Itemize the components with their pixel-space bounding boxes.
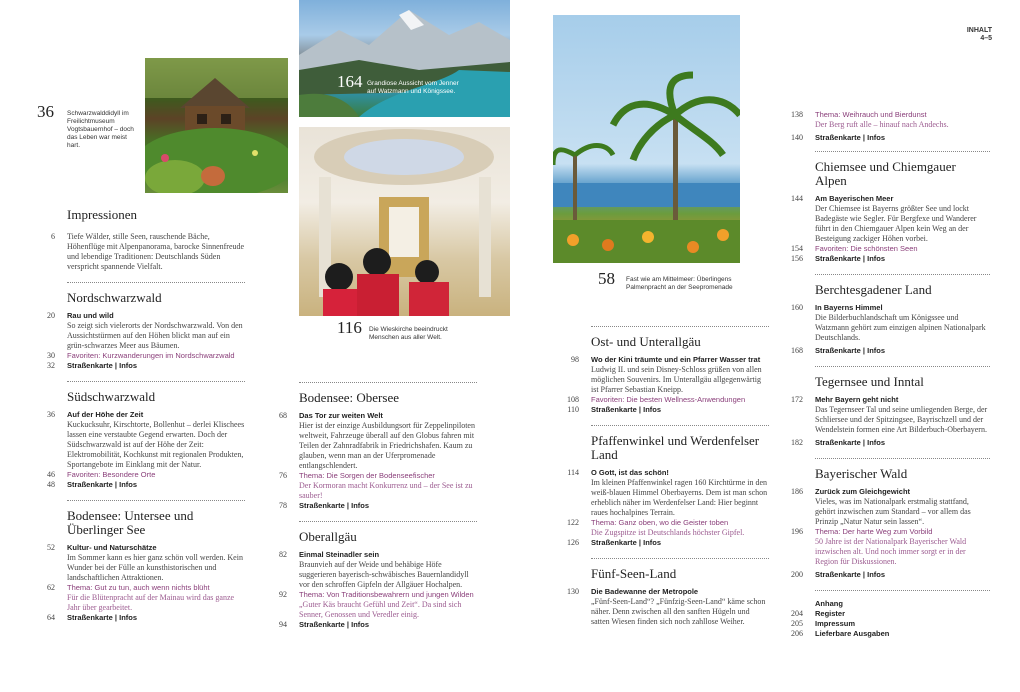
section-title: Bayerischer Wald [815, 466, 908, 481]
entry-thema-text: Der Berg ruft alle – hinauf nach Andechs. [815, 120, 949, 129]
photo-caption-164: Grandiose Aussicht vom Jenner auf Watzmann und Königssee. [367, 80, 459, 95]
entry-text: Braunvieh auf der Weide und behäbige Höfe suggerieren bayerisch-schwäbisches Bauernlandidyll vor den schroffen Gipfeln der Allgäuer Hochalpen. [299, 560, 469, 589]
page-number: 160 [791, 303, 803, 312]
page-number: 126 [567, 538, 579, 547]
entry-favoriten[interactable]: Favoriten: Die schönsten Seen [815, 244, 918, 253]
page-number: 204 [791, 609, 803, 618]
page-number: 82 [279, 550, 287, 559]
section-title: Anhang [815, 599, 843, 608]
section-title: Berchtesgadener Land [815, 282, 932, 297]
entry-thema[interactable]: Thema: Gut zu tun, auch wenn nichts blüht [67, 583, 210, 592]
header-title: INHALT [966, 27, 992, 34]
entry-favoriten[interactable]: Favoriten: Die besten Wellness-Anwendungen [591, 395, 746, 404]
page-number: 154 [791, 244, 803, 253]
section-title: Pfaffenwinkel und Werdenfelser Land [591, 433, 760, 462]
entry-thema[interactable]: Thema: Ganz oben, wo die Geister toben [591, 518, 729, 527]
section-title: Nordschwarzwald [67, 290, 162, 305]
entry-impressum[interactable]: Impressum [815, 619, 856, 628]
page-number: 140 [791, 133, 803, 142]
page-number: 6 [51, 232, 55, 241]
section-suedschwarzwald [47, 389, 245, 490]
page-number: 64 [47, 613, 55, 622]
section-pfaffenwinkel [567, 433, 769, 548]
section-title: Impressionen [67, 207, 138, 222]
entry-thema-text: Der Kormoran macht Konkurrenz und – der See ist zu sauber! [299, 481, 473, 500]
photo-caption-36: Schwarzwalddidyll im Freilichtmuseum Vogtsbauernhof – doch das Leben war meist hart. [67, 110, 134, 149]
section-anhang [791, 599, 990, 639]
section-bodensee-obersee [279, 390, 477, 511]
page-number: 138 [791, 110, 803, 119]
page-number: 186 [791, 487, 803, 496]
section-title: Bodensee: Untersee und Überlinger See [67, 508, 194, 537]
page-number: 130 [567, 587, 579, 596]
entry-favoriten[interactable]: Favoriten: Besondere Orte [67, 470, 156, 479]
photo-num-116: 116 [337, 318, 362, 337]
entry-thema[interactable]: Thema: Von Traditionsbewahrern und jungen Wilden [299, 590, 474, 599]
entry-map[interactable]: Straßenkarte | Infos [67, 613, 138, 622]
section-title: Bodensee: Obersee [299, 390, 399, 405]
page-number: 108 [567, 395, 579, 404]
entry-heading[interactable]: Mehr Bayern geht nicht [815, 395, 899, 404]
entry-map[interactable]: Straßenkarte | Infos [67, 361, 138, 370]
entry-thema[interactable]: Thema: Weihrauch und Bierdunst [815, 110, 927, 119]
entry-map[interactable]: Straßenkarte | Infos [815, 133, 886, 142]
section-title: Tegernsee und Inntal [815, 374, 924, 389]
page-number: 92 [279, 590, 287, 599]
entry-heading[interactable]: Rau und wild [67, 311, 114, 320]
page-number: 196 [791, 527, 803, 536]
page-number: 20 [47, 311, 55, 320]
entry-text: Im Sommer kann es hier ganz schön voll werden. Kein Wunder bei der Fülle an kunsthistorischen und landschaftlichen Attraktionen. [67, 553, 243, 582]
column-1 [47, 207, 245, 633]
entry-map[interactable]: Straßenkarte | Infos [299, 620, 370, 629]
entry-heading[interactable]: Die Badewanne der Metropole [591, 587, 699, 596]
section-chiemsee [791, 159, 990, 264]
page-number: 32 [47, 361, 55, 370]
section-nordschwarzwald [47, 290, 245, 371]
entry-heading[interactable]: Das Tor zur weiten Welt [299, 411, 383, 420]
section-tegernsee [791, 374, 990, 448]
photo-caption-58: Fast wie am Mittelmeer: Überlingens Palmenpracht an der Seepromenade [626, 276, 733, 291]
entry-text: Ludwig II. und sein Disney-Schloss grüßen von allen möglichen Souvenirs. Im Unterallgäu allgegenwärtig ist Pfarrer Sebastian Kneipp. [591, 365, 762, 394]
section-ostallgaeu [567, 334, 769, 415]
entry-map[interactable]: Straßenkarte | Infos [815, 570, 886, 579]
page-header [967, 27, 992, 43]
entry-map[interactable]: Straßenkarte | Infos [591, 405, 662, 414]
page-number: 172 [791, 395, 803, 404]
column-4 [791, 110, 990, 649]
section-berchtesgaden [791, 282, 990, 356]
photo-koenigssee [299, 0, 510, 117]
entry-text: „Fünf-Seen-Land“? „Fünfzig-Seen-Land“ käme schon näher. Denn zwischen all den sanften Hügeln und satten Wiesen finden sich noch zahllose Weiher. [591, 597, 766, 626]
section-title: Chiemsee und Chiemgauer Alpen [815, 159, 956, 188]
section-bodensee-untersee [47, 508, 245, 623]
entry-map[interactable]: Straßenkarte | Infos [591, 538, 662, 547]
photo-num-58: 58 [598, 269, 615, 288]
photo-ueberlingen [553, 15, 740, 263]
page-number: 76 [279, 471, 287, 480]
photo-schwarzwald [145, 58, 288, 193]
entry-text: Vieles, was im Nationalpark erstmalig stattfand, gehört inzwischen zum Standard – vor allem das Prinzip „Natur Natur sein lassen“. [815, 497, 971, 526]
entry-heading[interactable]: Einmal Steinadler sein [299, 550, 380, 559]
page-number: 46 [47, 470, 55, 479]
entry-text: Das Tegernseer Tal und seine umliegenden Berge, der Schliersee und der Spitzingsee, Bayrischzell und der Wendelstein formen eine Art Bilderbuch-Oberbayern. [815, 405, 988, 434]
page-number: 110 [567, 405, 579, 414]
entry-heading[interactable]: Am Bayerischen Meer [815, 194, 894, 203]
entry-thema-text: „Guter Käs braucht Gefühl und Zeit“. Da sind sich Senner, Genossen und Veredler einig. [299, 600, 462, 619]
photo-num-164: 164 [337, 72, 363, 91]
entry-map[interactable]: Straßenkarte | Infos [299, 501, 370, 510]
page-number: 48 [47, 480, 55, 489]
page-number: 122 [567, 518, 579, 527]
entry-heading[interactable]: Zurück zum Gleichgewicht [815, 487, 911, 496]
photo-wieskirche [299, 127, 510, 316]
entry-map[interactable]: Straßenkarte | Infos [67, 480, 138, 489]
entry-text: Die Bilderbuchlandschaft um Königssee und Watzmann gehört zum einzigen alpinen Nationalpark Deutschlands. [815, 313, 986, 342]
entry-ausgaben[interactable]: Lieferbare Ausgaben [815, 629, 890, 638]
entry-register[interactable]: Register [815, 609, 846, 618]
entry-heading[interactable]: In Bayerns Himmel [815, 303, 883, 312]
page-number: 94 [279, 620, 287, 629]
section-bayerischer-wald [791, 466, 990, 580]
photo-caption-116: Die Wieskirche beeindruckt Menschen aus aller Welt. [369, 326, 448, 341]
page-number: 182 [791, 438, 803, 447]
page-number: 144 [791, 194, 803, 203]
entry-map[interactable]: Straßenkarte | Infos [815, 254, 886, 263]
entry-favoriten[interactable]: Favoriten: Kurzwanderungen im Nordschwarzwald [67, 351, 235, 360]
entry-text: Im kleinen Pfaffenwinkel ragen 160 Kirchtürme in den weiß-blauen Himmel Oberbayerns. Dem ist man schon erheblich näher im Werdenfelser Land: Hier beginnt raues hochalpines Terrain. [591, 478, 768, 517]
entry-text: Der Chiemsee ist Bayerns größter See und lockt Badegäste wie Segler. Für Bergfexe und Wanderer führt in den Chiemgauer Alpen kein Weg an der Besteigung zackiger Höhen vorbei. [815, 204, 977, 243]
page-number: 62 [47, 583, 55, 592]
entry-thema-text: 50 Jahre ist der Nationalpark Bayerischer Wald inzwischen alt. Und noch immer sorgt er in der Region für Diskussionen. [815, 537, 967, 566]
section-title: Fünf-Seen-Land [591, 566, 677, 581]
entry-map[interactable]: Straßenkarte | Infos [815, 346, 886, 355]
section-fuenf-seen-land [567, 566, 769, 627]
section-oberallgaeu [279, 529, 477, 630]
entry-heading[interactable]: Kultur- und Naturschätze [67, 543, 157, 552]
photo-num-36: 36 [37, 102, 54, 121]
entry-thema-text: Für die Blütenpracht auf der Mainau wird das ganze Jahr über gearbeitet. [67, 593, 235, 612]
section-impressionen [51, 207, 245, 272]
page-number: 98 [571, 355, 579, 364]
page-number: 30 [47, 351, 55, 360]
entry-heading[interactable]: Auf der Höhe der Zeit [67, 410, 144, 419]
page-number: 156 [791, 254, 803, 263]
section-andechs-cont [791, 110, 990, 143]
section-title: Ost- und Unterallgäu [591, 334, 701, 349]
entry-text: Tiefe Wälder, stille Seen, rauschende Bäche, Höhenflüge mit Alpenpanorama, barocke Sinnenfreude und lebendige Traditionen: Deutschlands Süden verspricht spannende Vielfalt. [67, 232, 245, 271]
page-number: 200 [791, 570, 803, 579]
header-pages: 4–5 [980, 35, 992, 42]
page-number: 168 [791, 346, 803, 355]
page-number: 68 [279, 411, 287, 420]
entry-text: So zeigt sich vielerorts der Nordschwarzwald. Von den Aussichtstürmen auf den Höhen blickt man auf ein grün-schwarzes Meer aus Bäumen. [67, 321, 243, 350]
section-title: Oberallgäu [299, 529, 357, 544]
entry-heading[interactable]: Wo der Kini träumte und ein Pfarrer Wasser trat [591, 355, 761, 364]
entry-text: Hier ist der einzige Ausbildungsort für Zeppelinpiloten weltweit, Fahrzeuge überall auf den Globus fahren mit Teilen der Zahnradfabrik in Friedrichshafen. Kaum zu glauben, wenn man an der Uferpromenade entlangschlendert. [299, 421, 475, 470]
page-number: 114 [567, 468, 579, 477]
page-number: 52 [47, 543, 55, 552]
page-number: 206 [791, 629, 803, 638]
entry-thema[interactable]: Thema: Der harte Weg zum Vorbild [815, 527, 933, 536]
entry-map[interactable]: Straßenkarte | Infos [815, 438, 886, 447]
page-number: 78 [279, 501, 287, 510]
page-number: 205 [791, 619, 803, 628]
page-number: 36 [47, 410, 55, 419]
entry-text: Kuckucksuhr, Kirschtorte, Bollenhut – derlei Klischees lassen eine verstaubte Gegend erwarten. Doch der Südschwarzwald ist auf der Höhe der Zeit: Elektromobilität, Kochkunst mit regionalen Produkten, Sportangebote im Einklang mit der Natur. [67, 420, 245, 469]
column-2 [279, 382, 477, 640]
entry-thema[interactable]: Thema: Die Sorgen der Bodenseefischer [299, 471, 435, 480]
column-3 [567, 326, 769, 637]
entry-thema-text: Die Zugspitze ist Deutschlands höchster Gipfel. [591, 528, 745, 537]
section-title: Südschwarzwald [67, 389, 156, 404]
entry-heading[interactable]: O Gott, ist das schön! [591, 468, 669, 477]
